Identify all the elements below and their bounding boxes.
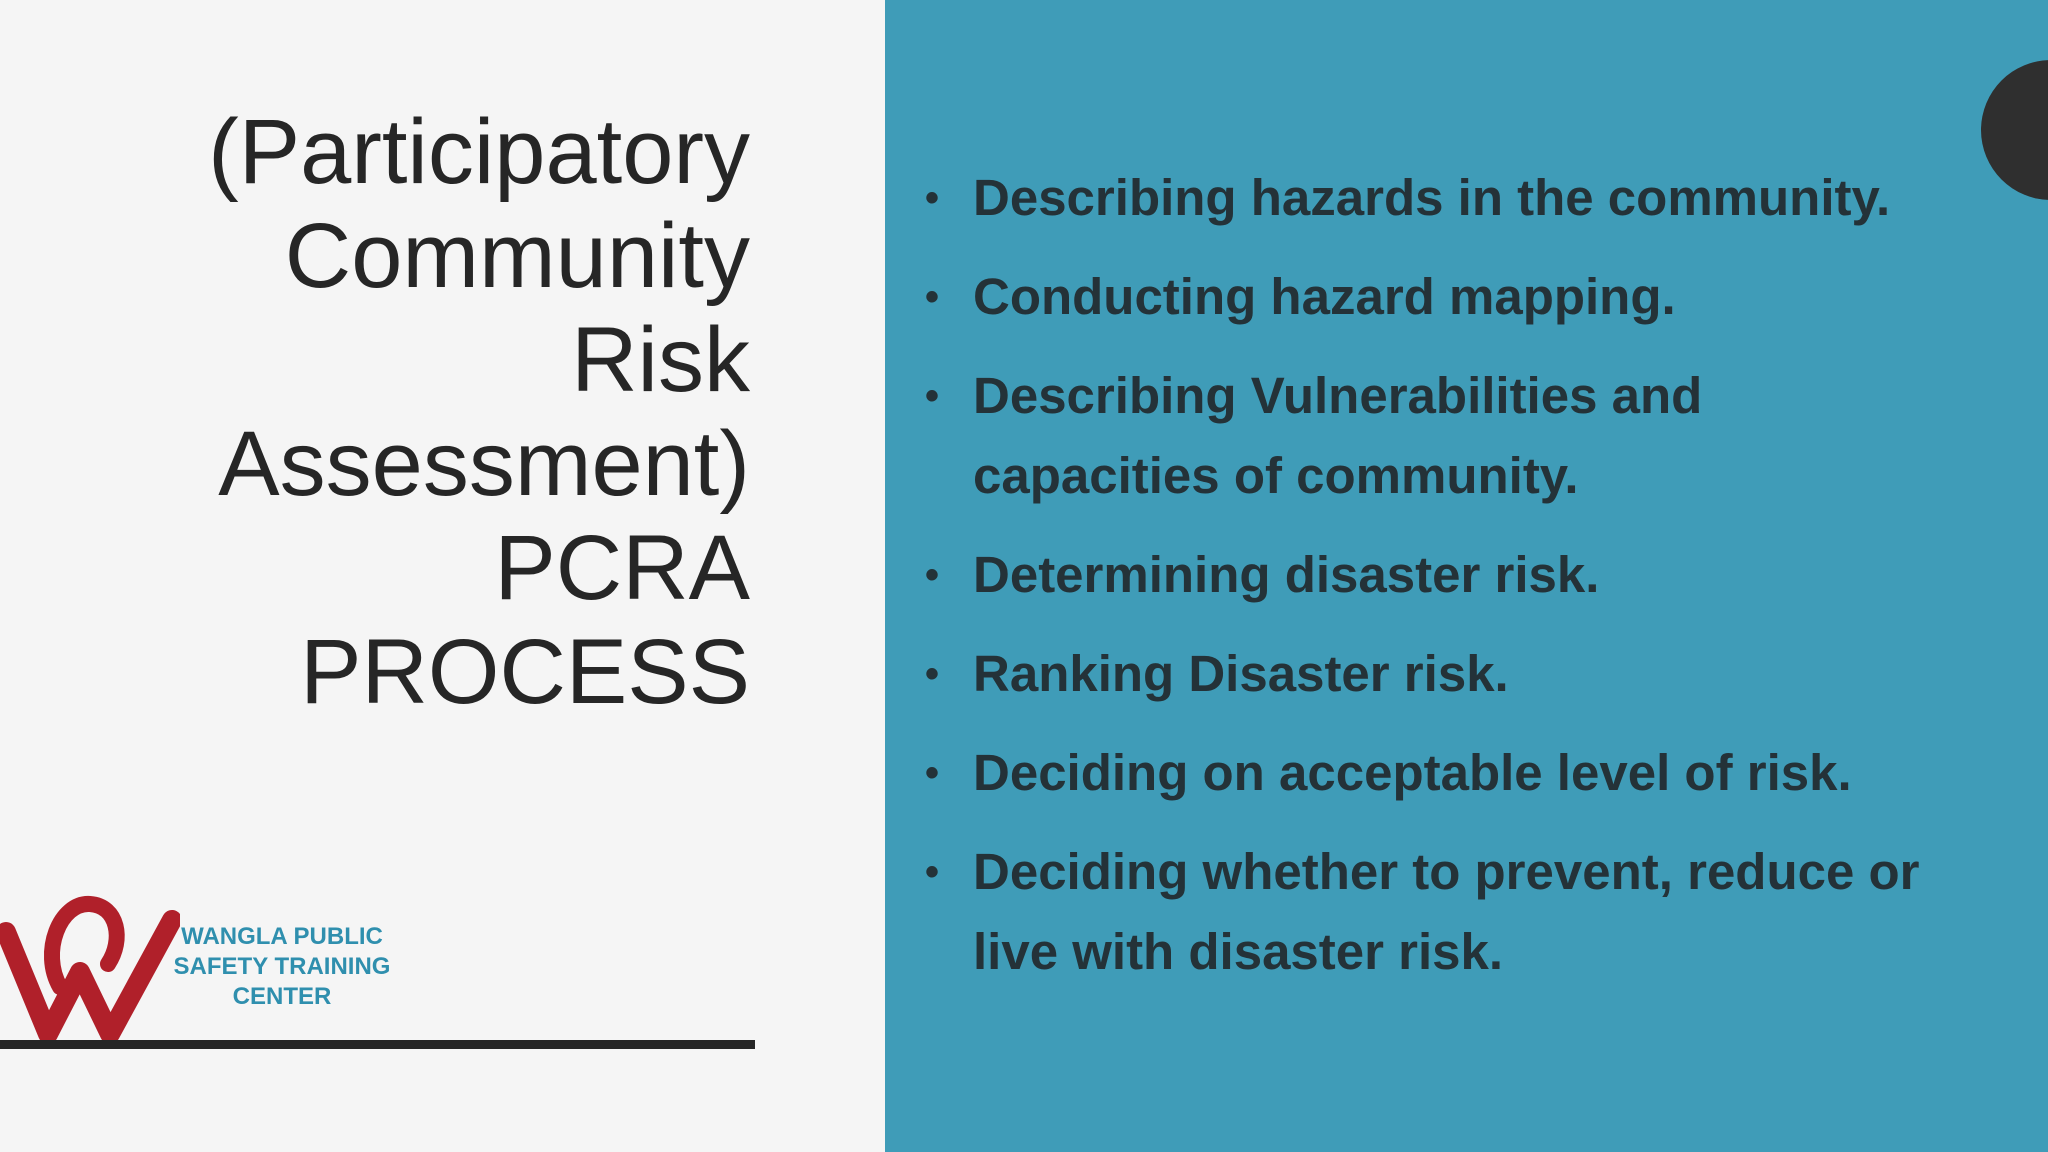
logo-line: CENTER: [232, 983, 332, 1010]
logo-text: [172, 922, 392, 1012]
bullet-text: live with disaster risk.: [973, 923, 1504, 980]
wangla-logo: [0, 892, 400, 1052]
bullet-dot-icon: •: [925, 553, 940, 597]
bullet-text: Describing hazards in the community.: [973, 169, 1891, 226]
bullet-dot-icon: •: [925, 275, 940, 319]
title-line: Assessment): [218, 413, 750, 515]
bullet-list: [925, 158, 1985, 1011]
divider-line: [0, 1040, 755, 1049]
title-line: PROCESS: [300, 621, 750, 723]
bullet-dot-icon: •: [925, 850, 940, 894]
bullet-item: [925, 634, 1985, 714]
bullet-item: [925, 158, 1985, 238]
w-letter-logo-icon: [0, 892, 180, 1052]
bullet-text: Deciding on acceptable level of risk.: [973, 744, 1852, 801]
bullet-text: Describing Vulnerabilities and: [973, 367, 1703, 424]
title-line: (Participatory: [208, 101, 750, 203]
bullet-item: [925, 535, 1985, 615]
bullet-text: Ranking Disaster risk.: [973, 645, 1509, 702]
bullet-text: Deciding whether to prevent, reduce or: [973, 843, 1920, 900]
title-line: Risk: [571, 309, 750, 411]
bullet-dot-icon: •: [925, 652, 940, 696]
bullet-dot-icon: •: [925, 176, 940, 220]
logo-line: WANGLA PUBLIC: [181, 923, 383, 950]
bullet-item: [925, 257, 1985, 337]
title-line: Community: [284, 205, 750, 307]
bullet-text: Conducting hazard mapping.: [973, 268, 1676, 325]
bullet-dot-icon: •: [925, 751, 940, 795]
corner-circle-decoration: [1981, 60, 2048, 200]
bullet-text: Determining disaster risk.: [973, 546, 1600, 603]
bullet-dot-icon: •: [925, 374, 940, 418]
bullet-item: [925, 733, 1985, 813]
title-line: PCRA: [494, 517, 750, 619]
bullet-text: capacities of community.: [973, 447, 1579, 504]
bullet-item: [925, 832, 1985, 992]
logo-line: SAFETY TRAINING: [173, 953, 391, 980]
slide-title: [60, 100, 750, 724]
bullet-item: [925, 356, 1985, 516]
